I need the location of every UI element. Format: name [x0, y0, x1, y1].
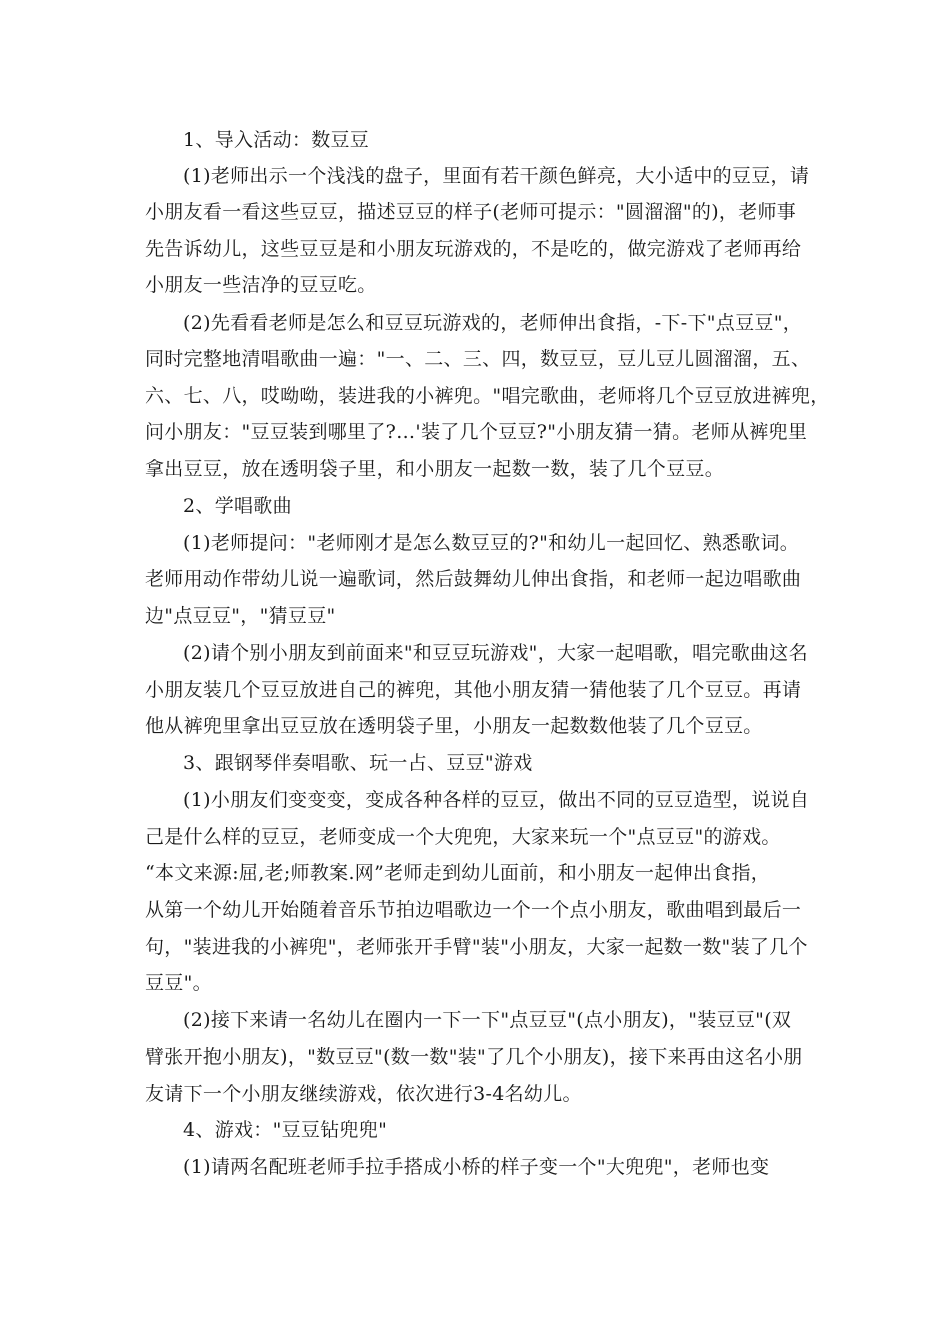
- paragraph-line: 边"点豆豆"，"猜豆豆": [145, 605, 336, 627]
- heading-4: 4、游戏："豆豆钻兜兜": [183, 1119, 388, 1141]
- paragraph-line: 先告诉幼儿，这些豆豆是和小朋友玩游戏的，不是吃的，做完游戏了老师再给: [145, 238, 802, 260]
- paragraph-line: 臂张开抱小朋友)，"数豆豆"(数一数"装"了几个小朋友)，接下来再由这名小朋: [145, 1046, 803, 1068]
- paragraph-line: 小朋友一些洁净的豆豆吃。: [145, 274, 377, 296]
- paragraph-line: 小朋友看一看这些豆豆，描述豆豆的样子(老师可提示："圆溜溜"的)，老师事: [145, 201, 797, 223]
- paragraph-line: (1)请两名配班老师手拉手搭成小桥的样子变一个"大兜兜"，老师也变: [183, 1156, 770, 1178]
- paragraph-line: 豆豆"。: [145, 972, 212, 994]
- paragraph-line: (2)接下来请一名幼儿在圈内一下一下"点豆豆"(点小朋友)，"装豆豆"(双: [183, 1009, 792, 1031]
- paragraph-line: (2)请个别小朋友到前面来"和豆豆玩游戏"，大家一起唱歌，唱完歌曲这名: [183, 642, 808, 664]
- heading-2: 2、学唱歌曲: [183, 495, 292, 517]
- paragraph-line: 己是什么样的豆豆，老师变成一个大兜兜，大家来玩一个"点豆豆"的游戏。: [145, 826, 781, 848]
- paragraph-line: 从第一个幼儿开始随着音乐节拍边唱歌边一个一个点小朋友，歌曲唱到最后一: [145, 899, 802, 921]
- paragraph-line: 友请下一个小朋友继续游戏，依次进行3-4名幼儿。: [145, 1083, 582, 1105]
- paragraph-line: 六、七、八，哎呦呦，装进我的小裤兜。"唱完歌曲，老师将几个豆豆放进裤兜，: [145, 385, 830, 407]
- paragraph-line: (1)老师提问："老师刚才是怎么数豆豆的?"和幼儿一起回忆、熟悉歌词。: [183, 532, 800, 554]
- paragraph-line: 同时完整地清唱歌曲一遍："一、二、三、四，数豆豆，豆儿豆儿圆溜溜，五、: [145, 348, 811, 370]
- paragraph-line: 问小朋友："豆豆装到哪里了?…'装了几个豆豆?"小朋友猜一猜。老师从裤兜里: [145, 421, 808, 443]
- heading-3: 3、跟钢琴伴奏唱歌、玩一占、豆豆"游戏: [183, 752, 533, 774]
- paragraph-line: 他从裤兜里拿出豆豆放在透明袋子里，小朋友一起数数他装了几个豆豆。: [145, 715, 763, 737]
- paragraph-line: 拿出豆豆，放在透明袋子里，和小朋友一起数一数，装了几个豆豆。: [145, 458, 725, 480]
- paragraph-line: “本文来源:屈,老;师教案.网”老师走到幼儿面前，和小朋友一起伸出食指，: [145, 862, 771, 884]
- paragraph-line: (1)老师出示一个浅浅的盘子，里面有若干颜色鲜亮，大小适中的豆豆，请: [183, 165, 810, 187]
- paragraph-line: (2)先看看老师是怎么和豆豆玩游戏的，老师伸出食指，-下-下"点豆豆"，: [183, 312, 803, 334]
- paragraph-line: 小朋友装几个豆豆放进自己的裤兜，其他小朋友猜一猜他装了几个豆豆。再请: [145, 679, 802, 701]
- paragraph-line: 老师用动作带幼儿说一遍歌词，然后鼓舞幼儿伸出食指，和老师一起边唱歌曲: [145, 568, 802, 590]
- heading-1: 1、导入活动：数豆豆: [183, 129, 370, 151]
- paragraph-line: (1)小朋友们变变变，变成各种各样的豆豆，做出不同的豆豆造型，说说自: [183, 789, 810, 811]
- paragraph-line: 句，"装进我的小裤兜"，老师张开手臂"装"小朋友，大家一起数一数"装了几个: [145, 936, 808, 958]
